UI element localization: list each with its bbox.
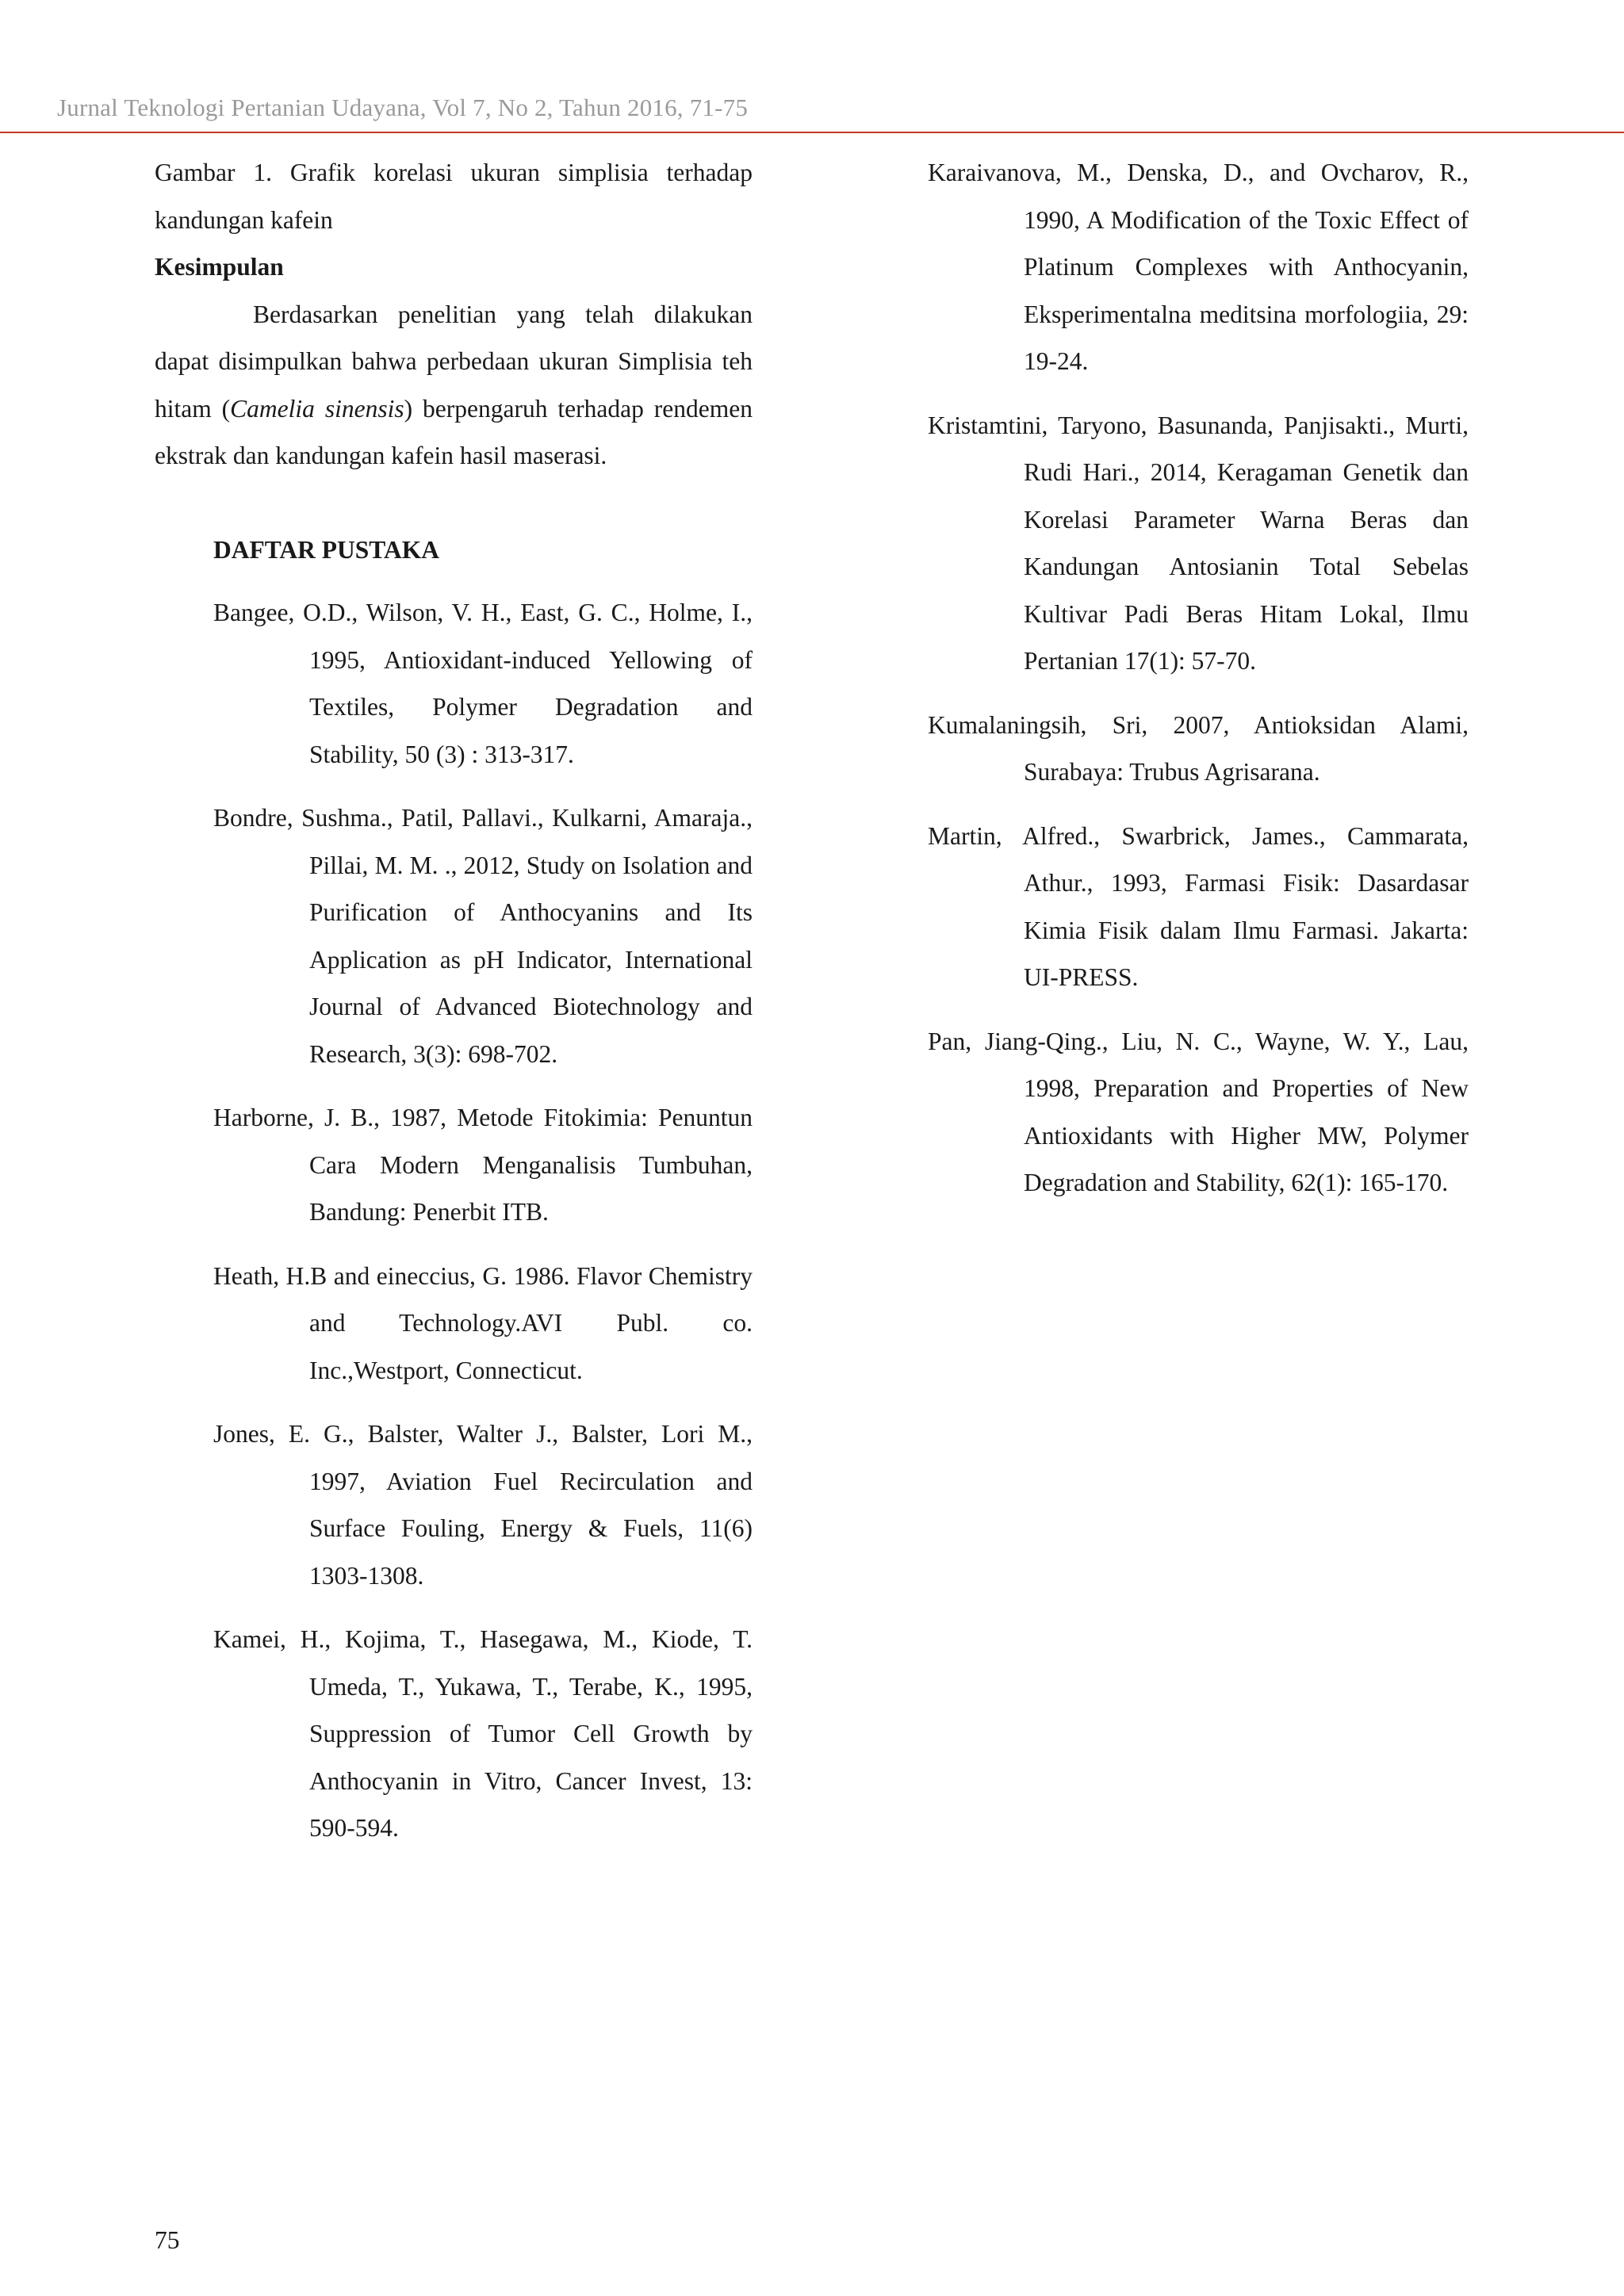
header-rule <box>0 132 1624 133</box>
reference-entry: Pan, Jiang-Qing., Liu, N. C., Wayne, W. Y., Lau, 1998, Preparation and Properties of New Antioxidants with Higher MW, Polymer Degradation and Stability, 62(1): 165-170. <box>928 1027 1469 1196</box>
page-number: 75 <box>155 2226 180 2254</box>
reference-entry: Jones, E. G., Balster, Walter J., Balster, Lori M., 1997, Aviation Fuel Recirculation and Surface Fouling, Energy & Fuels, 11(6) 1303-1308. <box>213 1420 753 1590</box>
reference-entry: Kamei, H., Kojima, T., Hasegawa, M., Kiode, T. Umeda, T., Yukawa, T., Terabe, K., 1995, Suppression of Tumor Cell Growth by Anthocyanin in Vitro, Cancer Invest, 13: 590-594. <box>213 1625 753 1842</box>
running-head: Jurnal Teknologi Pertanian Udayana, Vol 7, No 2, Tahun 2016, 71-75 <box>57 94 749 121</box>
species-name: Camelia sinensis <box>230 394 404 423</box>
conclusion-paragraph <box>155 291 753 480</box>
conclusion-text-part-1: Berdasarkan penelitian yang telah dilakukan dapat disimpulkan bahwa perbedaan ukuran Simplisia teh hitam ( <box>155 300 753 423</box>
figure-caption: Gambar 1. Grafik korelasi ukuran simplisia terhadap kandungan kafein <box>155 159 753 234</box>
reference-entry: Bangee, O.D., Wilson, V. H., East, G. C., Holme, I., 1995, Antioxidant-induced Yellowing of Textiles, Polymer Degradation and Stability, 50 (3) : 313-317. <box>213 599 753 768</box>
left-column <box>155 149 753 1869</box>
references-block <box>213 526 753 1852</box>
reference-entry: Martin, Alfred., Swarbrick, James., Cammarata, Athur., 1993, Farmasi Fisik: Dasardasar Kimia Fisik dalam Ilmu Farmasi. Jakarta: UI-PRESS. <box>928 821 1469 991</box>
reference-entry: Kristamtini, Taryono, Basunanda, Panjisakti., Murti, Rudi Hari., 2014, Keragaman Genetik dan Korelasi Parameter Warna Beras dan Kandungan Antosianin Total Sebelas Kultivar Padi Beras Hitam Lokal, Ilmu Pertanian 17(1): 57-70. <box>928 411 1469 675</box>
conclusion-text-part-2: ) berpengaruh terhadap rendemen ekstrak dan kandungan kafein hasil maserasi. <box>155 394 753 469</box>
conclusion-title: Kesimpulan <box>155 253 284 281</box>
right-column <box>928 149 1469 1223</box>
references-heading: DAFTAR PUSTAKA <box>213 535 439 564</box>
reference-entry: Bondre, Sushma., Patil, Pallavi., Kulkarni, Amaraja., Pillai, M. M. ., 2012, Study on Isolation and Purification of Anthocyanins and Its Application as pH Indicator, International Journal of Advanced Biotechnology and Research, 3(3): 698-702. <box>213 804 753 1068</box>
reference-entry: Kumalaningsih, Sri, 2007, Antioksidan Alami, Surabaya: Trubus Agrisarana. <box>928 710 1469 786</box>
reference-entry: Heath, H.B and eineccius, G. 1986. Flavor Chemistry and Technology.AVI Publ. co. Inc.,Westport, Connecticut. <box>213 1261 753 1384</box>
reference-entry: Harborne, J. B., 1987, Metode Fitokimia: Penuntun Cara Modern Menganalisis Tumbuhan, Bandung: Penerbit ITB. <box>213 1104 753 1226</box>
reference-entry: Karaivanova, M., Denska, D., and Ovcharov, R., 1990, A Modification of the Toxic Effect of Platinum Complexes with Anthocyanin, Eksperimentalna meditsina morfologiia, 29: 19-24. <box>928 159 1469 375</box>
